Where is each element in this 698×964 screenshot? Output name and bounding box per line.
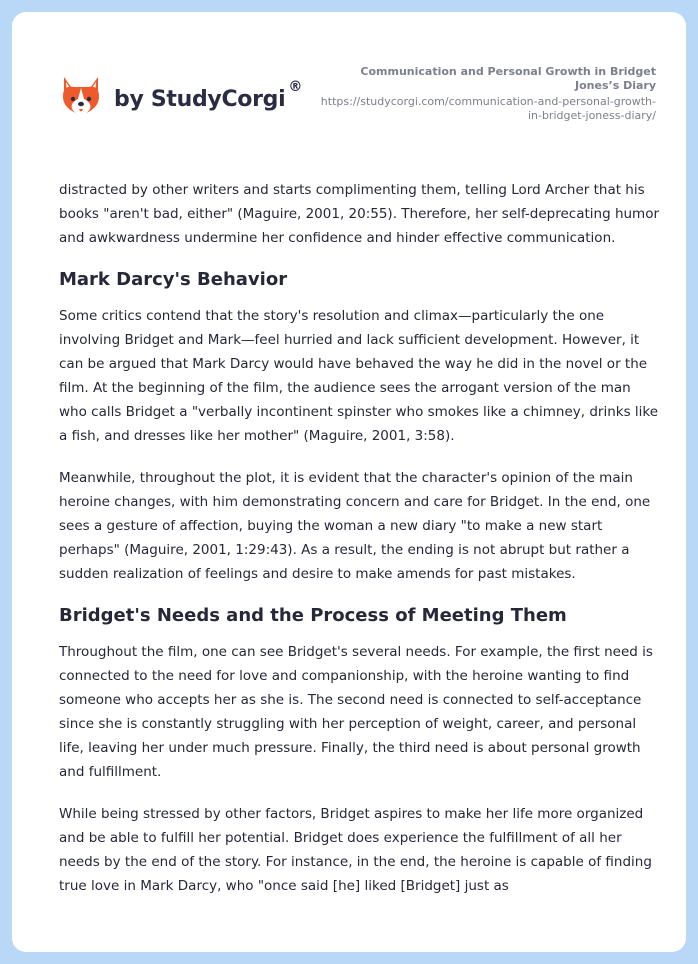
paragraph: distracted by other writers and starts complimenting them, telling Lord Archer that his books "aren't bad, either" (Maguire, 2001, 20:55). Therefore, her self-deprecating humor and awkwardness undermine her confidence and hinder effective communication.: [59, 182, 660, 246]
document-title: Communication and Personal Growth in Bridget Jones’s Diary: [360, 65, 656, 92]
article-body: [59, 178, 659, 916]
section-heading-bridget-needs: Bridget's Needs and the Process of Meeting Them: [59, 605, 567, 626]
paragraph: While being stressed by other factors, Bridget aspires to make her life more organized and be able to fulfill her potential. Bridget does experience the fulfillment of all her needs by the end of the story. For instance, in the end, the heroine is capable of finding true love in Mark Darcy, who "once said [he] liked [Bridget] just as: [59, 806, 652, 894]
logo-text: by StudyCorgi: [114, 86, 286, 112]
studycorgi-logo[interactable]: [60, 75, 302, 119]
registered-mark: ®: [288, 79, 303, 95]
page-header: [12, 12, 686, 152]
document-page: [12, 12, 686, 952]
paragraph: Some critics contend that the story's resolution and climax—particularly the one involving Bridget and Mark—feel hurried and lack sufficient development. However, it can be argued that Mark Darcy would have behaved the way he did in the novel or the film. At the beginning of the film, the audience sees the arrogant version of the man who calls Bridget a "verbally incontinent spinster who smokes like a chimney, drinks like a fish, and dresses like her mother" (Maguire, 2001, 3:58).: [59, 308, 659, 444]
document-meta: [316, 65, 656, 123]
document-url[interactable]: https://studycorgi.com/communication-and-personal-growth-in-bridget-joness-diary/: [320, 95, 656, 122]
corgi-icon: [60, 75, 102, 119]
section-heading-mark-darcy: Mark Darcy's Behavior: [59, 269, 288, 290]
paragraph: Throughout the film, one can see Bridget's several needs. For example, the first need is connected to the need for love and companionship, with the heroine wanting to find someone who accepts her as she is. The second need is connected to self-acceptance since she is constantly struggling with her perception of weight, career, and personal life, leaving her under much pressure. Finally, the third need is about personal growth and fulfillment.: [59, 644, 653, 780]
paragraph: Meanwhile, throughout the plot, it is evident that the character's opinion of the main heroine changes, with him demonstrating concern and care for Bridget. In the end, one sees a gesture of affection, buying the woman a new diary "to make a new start perhaps" (Maguire, 2001, 1:29:43). As a result, the ending is not abrupt but rather a sudden realization of feelings and desire to make amends for past mistakes.: [59, 470, 651, 582]
